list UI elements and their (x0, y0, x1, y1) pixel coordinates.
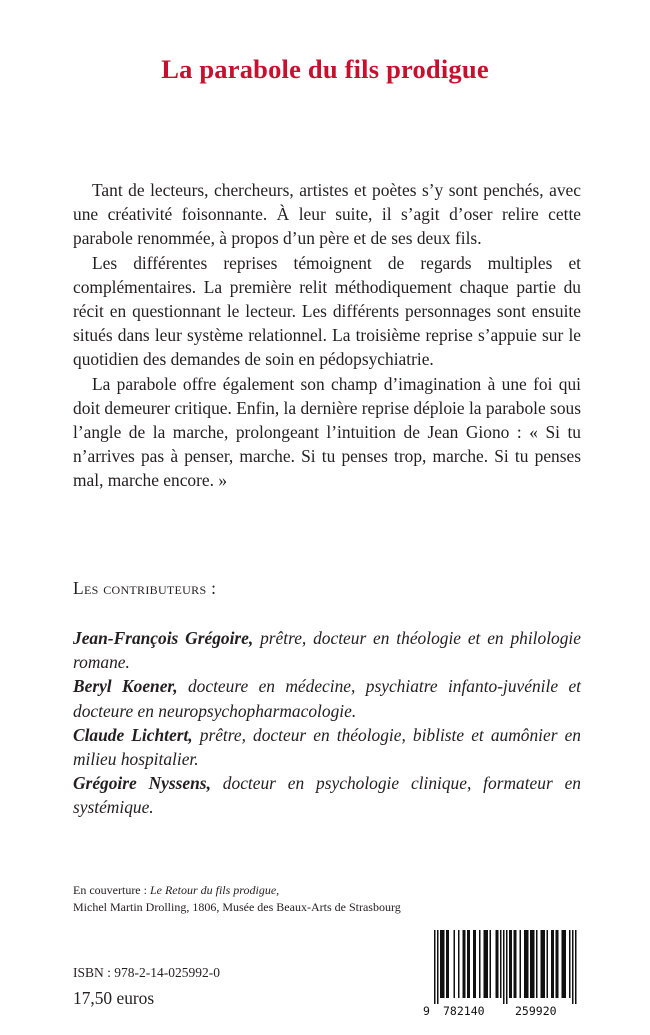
barcode-bar (446, 930, 448, 998)
blurb-paragraph: La parabole offre également son champ d’imagination à une foi qui doit demeurer critique. Enfin, la dernière reprise déploie la parabole sous l’angle de la marche, prolongeant l’intuition de Jean Giono : « Si tu n’arrives pas à penser, marche. Si tu penses trop, marche. Si tu penses mal, marche encore. » (73, 373, 581, 491)
barcode-bars (421, 930, 587, 1004)
barcode-guard-bar (503, 930, 505, 1004)
cover-credit-details: Michel Martin Drolling, 1806, Musée des Beaux-Arts de Strasbourg (73, 900, 401, 914)
book-title: La parabole du fils prodigue (161, 54, 489, 84)
barcode-bar (475, 930, 477, 998)
isbn-number: ISBN : 978-2-14-025992-0 (73, 965, 220, 980)
contributor-name: Grégoire Nyssens, (73, 773, 211, 794)
contributor-entry (73, 723, 581, 771)
barcode-bar (500, 930, 502, 998)
contributor-name: Beryl Koener, (73, 676, 178, 697)
barcode-bar (467, 930, 469, 998)
blurb-paragraph: Tant de lecteurs, chercheurs, artistes et poètes s’y sont penchés, avec une créativité foisonnante. À leur suite, il s’agit d’oser relire cette parabole renommée, à propos d’un père et de ses deux fils. (73, 180, 581, 249)
barcode-guard-bar (572, 930, 574, 1004)
barcode-bar (497, 930, 499, 998)
barcode-bar (484, 930, 486, 998)
cover-credit-line (73, 882, 453, 899)
contributor-role: docteur en psychologie clinique, formateur en systémique. (73, 773, 582, 818)
barcode-guard-bar (506, 930, 508, 1004)
barcode-bar (454, 930, 456, 998)
barcode-bar (530, 930, 532, 998)
barcode-bar (524, 930, 526, 998)
barcode-guard-bar (434, 930, 436, 1004)
contributors-heading-colon: : (206, 578, 217, 598)
contributor-role: docteure en médecine, psychiatre infanto-juvénile et docteure en neuropsychopharmacologie. (73, 676, 581, 721)
contributor-role: prêtre, docteur en théologie et en philologie romane. (73, 628, 581, 673)
back-cover-blurb (73, 178, 581, 493)
barcode-bar (496, 930, 498, 998)
barcode-bar (520, 930, 522, 998)
cover-credit (73, 882, 453, 916)
barcode-bar (473, 930, 475, 998)
barcode-bar (556, 930, 558, 998)
blurb-paragraph: Les différentes reprises témoignent de regards multiples et complémentaires. La première relit méthodiquement chaque partie du récit en questionnant le lecteur. Les différents personnages sont ensuite situés dans leur système relationnel. La troisième reprise s’appuie sur le quotidien des demandes de soin en pédopsychiatrie. (73, 252, 581, 370)
contributor-role: prêtre, docteur en théologie, bibliste et aumônier en milieu hospitalier. (73, 724, 582, 770)
barcode-bar (536, 930, 538, 998)
barcode-bar (440, 930, 442, 998)
barcode-bar (463, 930, 465, 998)
barcode-bar (514, 930, 516, 998)
barcode-bar (464, 930, 466, 998)
barcode-digit-group: 9 (423, 1004, 430, 1018)
barcode-bar (547, 930, 549, 998)
contributors-heading (73, 578, 216, 599)
barcode-bar (469, 930, 471, 998)
cover-credit-prefix: En couverture : (73, 883, 150, 897)
barcode-bar (541, 930, 543, 998)
contributor-entry (73, 626, 581, 674)
barcode-bar (448, 930, 450, 998)
barcode-bar (532, 930, 534, 998)
barcode-guard-bar (437, 930, 439, 1004)
barcode-bar (479, 930, 481, 998)
barcode-bar (490, 930, 492, 998)
barcode-digits (421, 1004, 587, 1020)
contributors-heading-smallcaps: es contributeurs (83, 578, 207, 598)
barcode-bar (526, 930, 528, 998)
barcode-bar (527, 930, 529, 998)
barcode-bar (562, 930, 564, 998)
contributors-list (73, 626, 581, 820)
barcode-bar (485, 930, 487, 998)
barcode-bar (443, 930, 445, 998)
barcode-bar (458, 930, 460, 998)
barcode-bar (569, 930, 571, 998)
barcode-bar (442, 930, 444, 998)
barcode-bar (533, 930, 535, 998)
barcode-bar (509, 930, 511, 998)
barcode-bar (553, 930, 555, 998)
contributor-entry (73, 771, 581, 819)
contributors-heading-initial: L (73, 578, 84, 598)
barcode-bar (557, 930, 559, 998)
price: 17,50 euros (73, 988, 155, 1008)
barcode-guard-bar (575, 930, 577, 1004)
barcode-bar (542, 930, 544, 998)
barcode-bar (563, 930, 565, 998)
barcode-bar (565, 930, 567, 998)
barcode-digit-group: 259920 (515, 1004, 557, 1018)
barcode-bar (515, 930, 517, 998)
barcode-bar (487, 930, 489, 998)
barcode-bar (544, 930, 546, 998)
barcode-bar (551, 930, 553, 998)
contributor-name: Claude Lichtert, (73, 724, 193, 745)
cover-artwork-title: Le Retour du fils prodigue, (149, 883, 280, 897)
contributor-name: Jean-François Grégoire, (73, 628, 254, 648)
contributor-entry (73, 674, 581, 722)
barcode-digit-group: 782140 (443, 1004, 485, 1018)
barcode-bar (511, 930, 513, 998)
